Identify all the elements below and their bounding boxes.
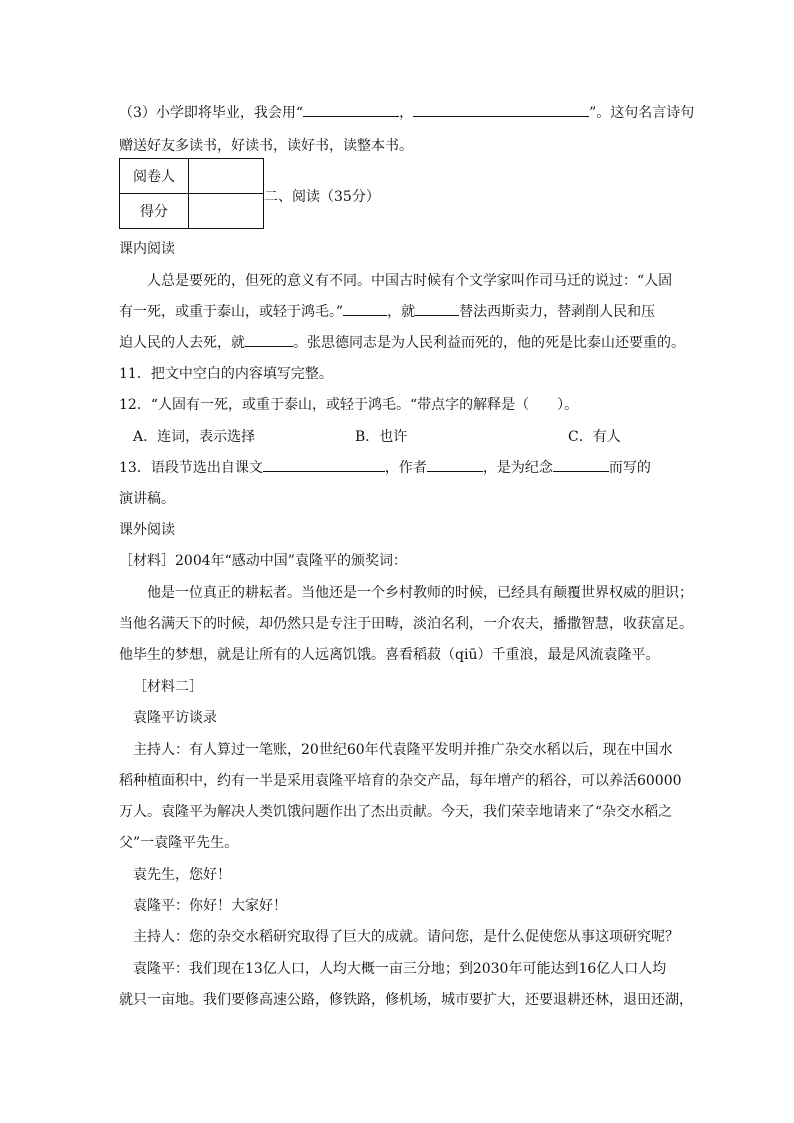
yuan-answer-1: 袁隆平：我们现在13亿人口，人均大概一亩三分地；到2030年可能达到16亿人口人均 xyxy=(133,961,667,977)
host-line-2: 稻种植面积中，约有一半是采用袁隆平培育的杂交产品，每年增产的稻谷，可以养活60000 xyxy=(119,773,682,789)
q12-option-a[interactable]: A．连词，表示选择 xyxy=(133,429,256,445)
q13-blank-person[interactable] xyxy=(553,457,609,472)
greeting-2: 袁隆平：你好！大家好！ xyxy=(133,898,287,914)
passage-blank-1[interactable] xyxy=(343,301,387,316)
q3-text-a: （3）小学即将毕业，我会用“ xyxy=(119,105,304,121)
score-table xyxy=(119,158,264,229)
question-12: 12．“人固有一死，或重于泰山，或轻于鸿毛。“带点字的解释是（ ）。 xyxy=(119,397,579,413)
question-11: 11．把文中空白的内容填写完整。 xyxy=(119,366,333,382)
passage-line-2 xyxy=(119,301,655,321)
question-13 xyxy=(119,457,651,477)
passage-text: 。张思德同志是为人民利益而死的，他的死是比泰山还要重的。 xyxy=(293,335,685,351)
q13-text: 而写的 xyxy=(608,460,651,476)
q13-text: 13．语段节选出自课文 xyxy=(119,460,263,476)
question-13-end: 演讲稿。 xyxy=(119,491,175,507)
passage-text: ，就 xyxy=(387,304,416,320)
material1-line-2: 当他名满天下的时候，却仍然只是专注于田畴，淡泊名利，一介农夫，播撒智慧，收获富足。 xyxy=(119,616,693,632)
yuan-answer-2: 就只一亩地。我们要修高速公路，修铁路，修机场，城市要扩大，还要退耕还林，退田还湖， xyxy=(119,992,693,1008)
host-line-3: 万人。袁隆平为解决人类饥饿问题作出了杰出贡献。今天，我们荣幸地请来了“杂交水稻之 xyxy=(119,804,673,820)
q12-option-c[interactable]: C．有人 xyxy=(568,429,621,445)
passage-text: 迫人民的人去死，就 xyxy=(119,335,245,351)
q3-line2: 赠送好友多读书，好读书，读好书，读整本书。 xyxy=(119,138,413,154)
host-question: 主持人：您的杂交水稻研究取得了巨大的成就。请问您，是什么促使您从事这项研究呢？ xyxy=(133,929,679,945)
host-line-4: 父”一袁隆平先生。 xyxy=(119,835,239,851)
greeting-1: 袁先生，您好！ xyxy=(133,867,231,883)
q3-blank-2[interactable] xyxy=(413,102,589,117)
q13-text: ，作者 xyxy=(384,460,427,476)
q13-blank-title[interactable] xyxy=(263,457,385,472)
material2-title: ［材料二］ xyxy=(133,679,203,695)
reviewer-cell[interactable] xyxy=(189,159,264,194)
interview-title: 袁隆平访谈录 xyxy=(133,710,217,726)
in-class-heading: 课内阅读 xyxy=(119,241,175,257)
score-label: 得分 xyxy=(120,194,189,229)
section-title: 二、阅读（35分） xyxy=(264,189,380,205)
q3-blank-1[interactable] xyxy=(303,102,399,117)
material1-line-3: 他毕生的梦想，就是让所有的人远离饥饿。喜看稻菽（qiū）千重浪，最是风流袁隆平。 xyxy=(119,647,660,663)
passage-blank-3[interactable] xyxy=(245,332,293,347)
q3-text-c: ”。这句名言诗句 xyxy=(589,105,695,121)
out-class-heading: 课外阅读 xyxy=(119,522,175,538)
score-cell[interactable] xyxy=(189,194,264,229)
material1-title: ［材料］2004年“感动中国”袁隆平的颁奖词： xyxy=(119,553,407,569)
q13-blank-author[interactable] xyxy=(427,457,483,472)
q3-line1 xyxy=(119,102,694,122)
q12-option-b[interactable]: B．也许 xyxy=(355,429,408,445)
passage-text: 有一死，或重于泰山，或轻于鸿毛。” xyxy=(119,304,344,320)
passage-text: 替法西斯卖力，替剥削人民和压 xyxy=(459,304,656,320)
host-line-1: 主持人：有人算过一笔账，20世纪60年代袁隆平发明并推广杂交水稻以后，现在中国水 xyxy=(133,742,673,758)
q13-text: ，是为纪念 xyxy=(482,460,553,476)
passage-line-1: 人总是要死的，但死的意义有不同。中国古时候有个文学家叫作司马迁的说过：“人固 xyxy=(147,273,673,289)
q3-text-b: ， xyxy=(399,105,414,121)
passage-line-3 xyxy=(119,332,685,352)
passage-blank-2[interactable] xyxy=(415,301,459,316)
material1-line-1: 他是一位真正的耕耘者。当他还是一个乡村教师的时候，已经具有颠覆世界权威的胆识； xyxy=(147,585,693,601)
reviewer-label: 阅卷人 xyxy=(120,159,189,194)
